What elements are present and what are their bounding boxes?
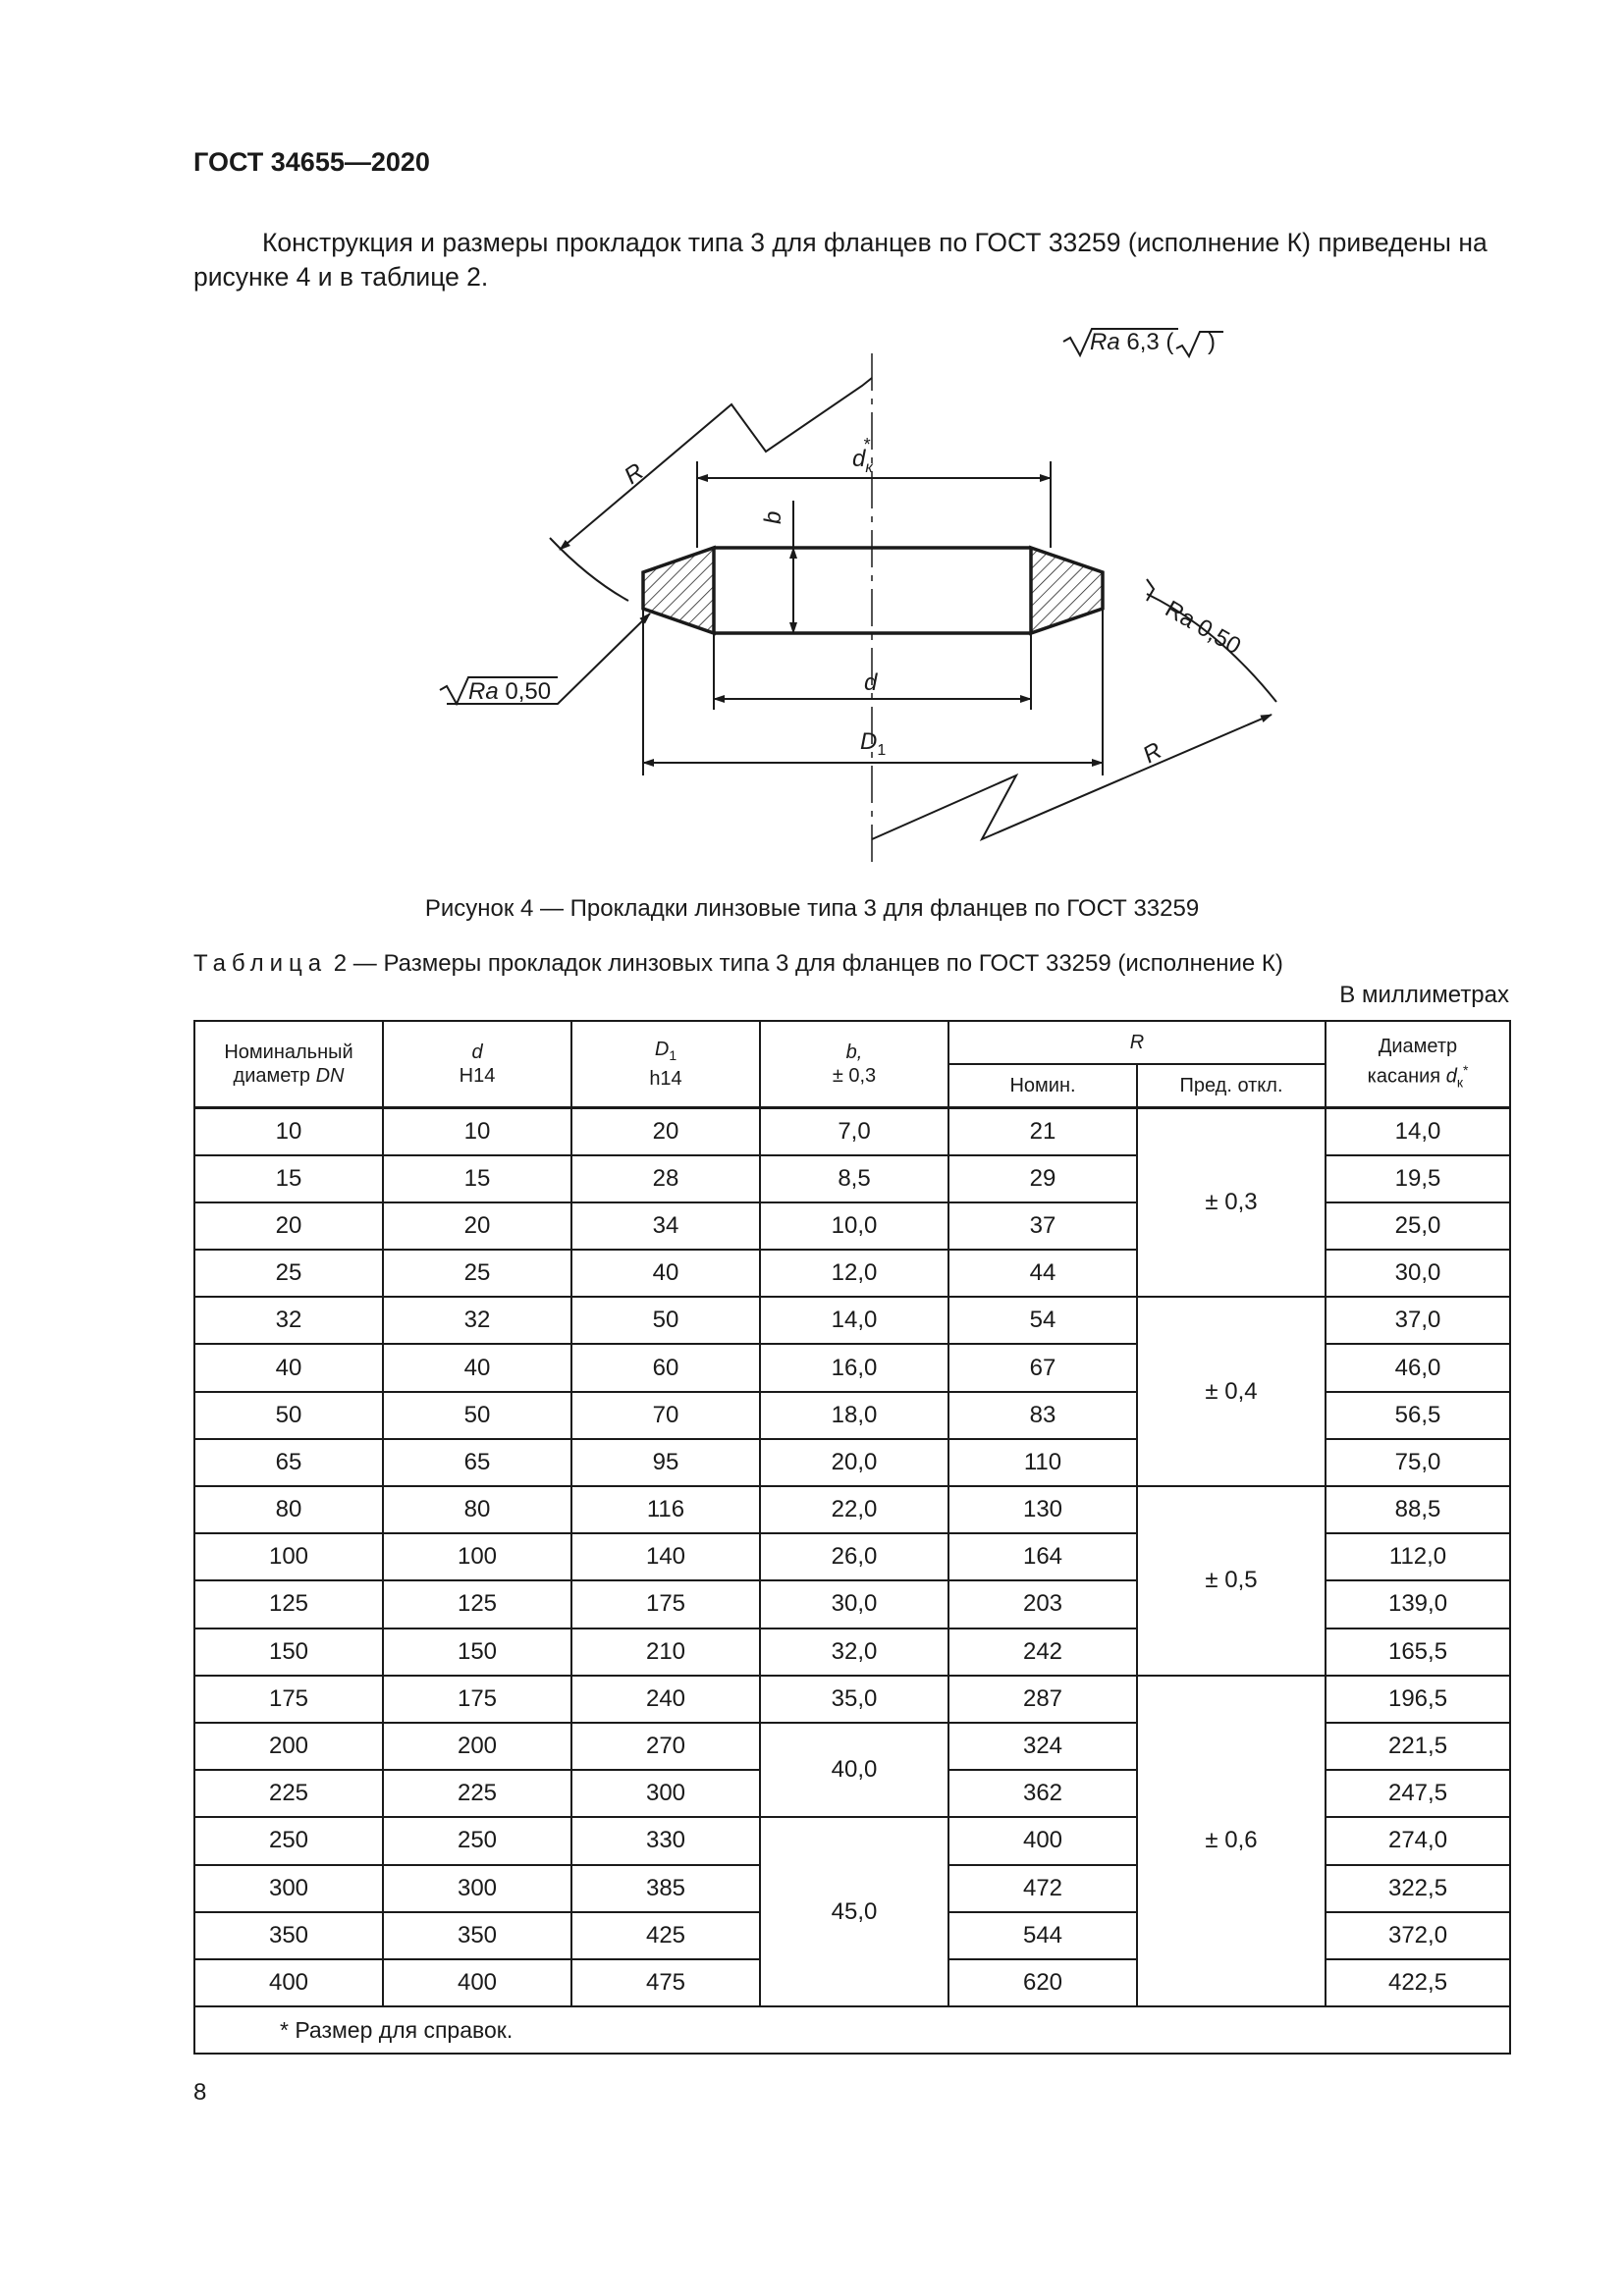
- table-cell: 37,0: [1326, 1297, 1510, 1344]
- table-cell: 80: [383, 1486, 571, 1533]
- table-cell: 203: [948, 1580, 1137, 1628]
- r-label-left: R: [619, 457, 649, 490]
- table-cell: 100: [194, 1533, 383, 1580]
- table-cell: 324: [948, 1723, 1137, 1770]
- table-cell: 175: [194, 1676, 383, 1723]
- table-cell: 150: [383, 1629, 571, 1676]
- svg-text:): ): [1208, 329, 1216, 355]
- table-cell: 250: [194, 1817, 383, 1864]
- table-note: * Размер для справок.: [194, 2006, 1510, 2054]
- table-note-row: [194, 2006, 1510, 2054]
- document-header: ГОСТ 34655—2020: [193, 147, 430, 177]
- table-cell: 21: [948, 1108, 1137, 1155]
- table-cell: 125: [383, 1580, 571, 1628]
- ra-left-label: Ra: [468, 678, 499, 705]
- header-dn: Номинальный диаметр DN: [194, 1021, 383, 1108]
- table-cell: 56,5: [1326, 1392, 1510, 1439]
- header-R-dev: Пред. откл.: [1137, 1064, 1326, 1108]
- table-cell: 330: [571, 1817, 760, 1864]
- dimensions-table: [193, 1020, 1511, 2055]
- table-cell: 19,5: [1326, 1155, 1510, 1202]
- table-cell: 20,0: [760, 1439, 948, 1486]
- table-cell: 400: [194, 1959, 383, 2006]
- table-cell: 88,5: [1326, 1486, 1510, 1533]
- units-label: В миллиметрах: [1339, 982, 1509, 1008]
- table-cell: 150: [194, 1629, 383, 1676]
- table-cell: 44: [948, 1250, 1137, 1297]
- table-cell: 25: [383, 1250, 571, 1297]
- table-cell: 475: [571, 1959, 760, 2006]
- svg-text:Ra 0,50: Ra 0,50: [468, 678, 552, 705]
- table-cell: 95: [571, 1439, 760, 1486]
- header-D1: $D_1$ h14: [571, 1021, 760, 1108]
- table-cell: 35,0: [760, 1676, 948, 1723]
- header-dk: Диаметр касания $d_к^*$: [1326, 1021, 1510, 1108]
- left-section: [643, 548, 714, 633]
- table-cell: 65: [383, 1439, 571, 1486]
- table-cell: 65: [194, 1439, 383, 1486]
- table-cell: 14,0: [1326, 1108, 1510, 1155]
- left-radius-leader: [560, 378, 872, 550]
- table-cell: 32,0: [760, 1629, 948, 1676]
- table-cell: 15: [383, 1155, 571, 1202]
- header-d: d H14: [383, 1021, 571, 1108]
- table-cell: 32: [194, 1297, 383, 1344]
- table-cell: 300: [571, 1770, 760, 1817]
- table-cell: 221,5: [1326, 1723, 1510, 1770]
- intro-paragraph: Конструкция и размеры прокладок типа 3 для фланцев по ГОСТ 33259 (исполнение К) приведены на рисунке 4 и в таблице 2.: [193, 228, 1488, 292]
- ra-right-label: Ra 0,50: [1161, 595, 1246, 661]
- table-cell: 362: [948, 1770, 1137, 1817]
- b-label: b: [760, 510, 786, 524]
- table-cell: 7,0: [760, 1108, 948, 1155]
- table-cell: ± 0,3: [1137, 1108, 1326, 1298]
- table-cell: 16,0: [760, 1344, 948, 1391]
- table-cell: 210: [571, 1629, 760, 1676]
- table-cell: 425: [571, 1912, 760, 1959]
- table-cell: 54: [948, 1297, 1137, 1344]
- table-cell: 200: [194, 1723, 383, 1770]
- table-cell: 175: [571, 1580, 760, 1628]
- table-cell: 40: [383, 1344, 571, 1391]
- table-cell: 30,0: [760, 1580, 948, 1628]
- table-cell: 225: [383, 1770, 571, 1817]
- table-cell: 200: [383, 1723, 571, 1770]
- table-cell: 350: [194, 1912, 383, 1959]
- table-cell: 40,0: [760, 1723, 948, 1817]
- table-row: [194, 1486, 1510, 1533]
- table-cell: 67: [948, 1344, 1137, 1391]
- table-cell: 37: [948, 1202, 1137, 1250]
- table-cell: 29: [948, 1155, 1137, 1202]
- table-cell: 300: [194, 1865, 383, 1912]
- table-cell: ± 0,6: [1137, 1676, 1326, 2006]
- table-cell: 26,0: [760, 1533, 948, 1580]
- table-cell: 287: [948, 1676, 1137, 1723]
- table-cell: 125: [194, 1580, 383, 1628]
- table-cell: 20: [571, 1108, 760, 1155]
- table-cell: 18,0: [760, 1392, 948, 1439]
- table-cell: 83: [948, 1392, 1137, 1439]
- table-cell: 45,0: [760, 1817, 948, 2006]
- table-cell: 10: [383, 1108, 571, 1155]
- table-row: [194, 1676, 1510, 1723]
- table-cell: 139,0: [1326, 1580, 1510, 1628]
- D1-label: $D_1$: [860, 728, 887, 759]
- table-cell: 225: [194, 1770, 383, 1817]
- table-cell: 165,5: [1326, 1629, 1510, 1676]
- table-cell: 60: [571, 1344, 760, 1391]
- table-cell: 50: [571, 1297, 760, 1344]
- table-cell: 242: [948, 1629, 1137, 1676]
- svg-text:Ra 6,3 (: Ra 6,3 (: [1090, 329, 1174, 355]
- table-cell: 15: [194, 1155, 383, 1202]
- table-cell: 385: [571, 1865, 760, 1912]
- table-cell: 12,0: [760, 1250, 948, 1297]
- dk-label: $d_к*$: [852, 435, 873, 476]
- table-cell: 422,5: [1326, 1959, 1510, 2006]
- table-cell: 300: [383, 1865, 571, 1912]
- table-cell: 400: [383, 1959, 571, 2006]
- table-row: [194, 1108, 1510, 1155]
- table-cell: 400: [948, 1817, 1137, 1864]
- table-cell: 110: [948, 1439, 1137, 1486]
- table-cell: 70: [571, 1392, 760, 1439]
- table-cell: 250: [383, 1817, 571, 1864]
- lens-gasket-drawing: [0, 294, 1624, 883]
- table-cell: 544: [948, 1912, 1137, 1959]
- table-cell: 116: [571, 1486, 760, 1533]
- table-cell: 472: [948, 1865, 1137, 1912]
- d-label: d: [864, 669, 878, 696]
- table-cell: 22,0: [760, 1486, 948, 1533]
- table-cell: 196,5: [1326, 1676, 1510, 1723]
- table-cell: 25: [194, 1250, 383, 1297]
- table-cell: 175: [383, 1676, 571, 1723]
- header-R-nom: Номин.: [948, 1064, 1137, 1108]
- table-cell: 80: [194, 1486, 383, 1533]
- table-cell: 30,0: [1326, 1250, 1510, 1297]
- table-cell: ± 0,5: [1137, 1486, 1326, 1676]
- table-cell: 40: [194, 1344, 383, 1391]
- table-cell: 350: [383, 1912, 571, 1959]
- header-b: b, ± 0,3: [760, 1021, 948, 1108]
- table-cell: 10: [194, 1108, 383, 1155]
- table-cell: 140: [571, 1533, 760, 1580]
- table-cell: 20: [194, 1202, 383, 1250]
- table-cell: 270: [571, 1723, 760, 1770]
- table-cell: 14,0: [760, 1297, 948, 1344]
- table-cell: 50: [383, 1392, 571, 1439]
- figure-caption: Рисунок 4 — Прокладки линзовые типа 3 для фланцев по ГОСТ 33259: [424, 895, 1200, 922]
- header-R: R: [948, 1021, 1326, 1064]
- table-cell: ± 0,4: [1137, 1297, 1326, 1486]
- table-cell: 240: [571, 1676, 760, 1723]
- table-cell: 20: [383, 1202, 571, 1250]
- table-cell: 620: [948, 1959, 1137, 2006]
- table-cell: 130: [948, 1486, 1137, 1533]
- table-cell: 34: [571, 1202, 760, 1250]
- page-number: 8: [193, 2079, 207, 2106]
- table-row: [194, 1297, 1510, 1344]
- table-cell: 164: [948, 1533, 1137, 1580]
- table-cell: 274,0: [1326, 1817, 1510, 1864]
- table-cell: 112,0: [1326, 1533, 1510, 1580]
- right-radius-leader: [872, 715, 1272, 839]
- table-cell: 28: [571, 1155, 760, 1202]
- table-cell: 46,0: [1326, 1344, 1510, 1391]
- table-cell: 372,0: [1326, 1912, 1510, 1959]
- table-cell: 322,5: [1326, 1865, 1510, 1912]
- table-cell: 40: [571, 1250, 760, 1297]
- table-cell: 100: [383, 1533, 571, 1580]
- table-cell: 8,5: [760, 1155, 948, 1202]
- table-cell: 32: [383, 1297, 571, 1344]
- right-section: [1031, 548, 1103, 633]
- ra-top-label: Ra: [1090, 329, 1120, 355]
- table-title: Таблица 2 — Размеры прокладок линзовых типа 3 для фланцев по ГОСТ 33259 (исполнение К): [193, 950, 1283, 977]
- table-cell: 10,0: [760, 1202, 948, 1250]
- r-label-right: R: [1138, 737, 1167, 770]
- table-cell: 75,0: [1326, 1439, 1510, 1486]
- table-cell: 25,0: [1326, 1202, 1510, 1250]
- table-cell: 50: [194, 1392, 383, 1439]
- table-cell: 247,5: [1326, 1770, 1510, 1817]
